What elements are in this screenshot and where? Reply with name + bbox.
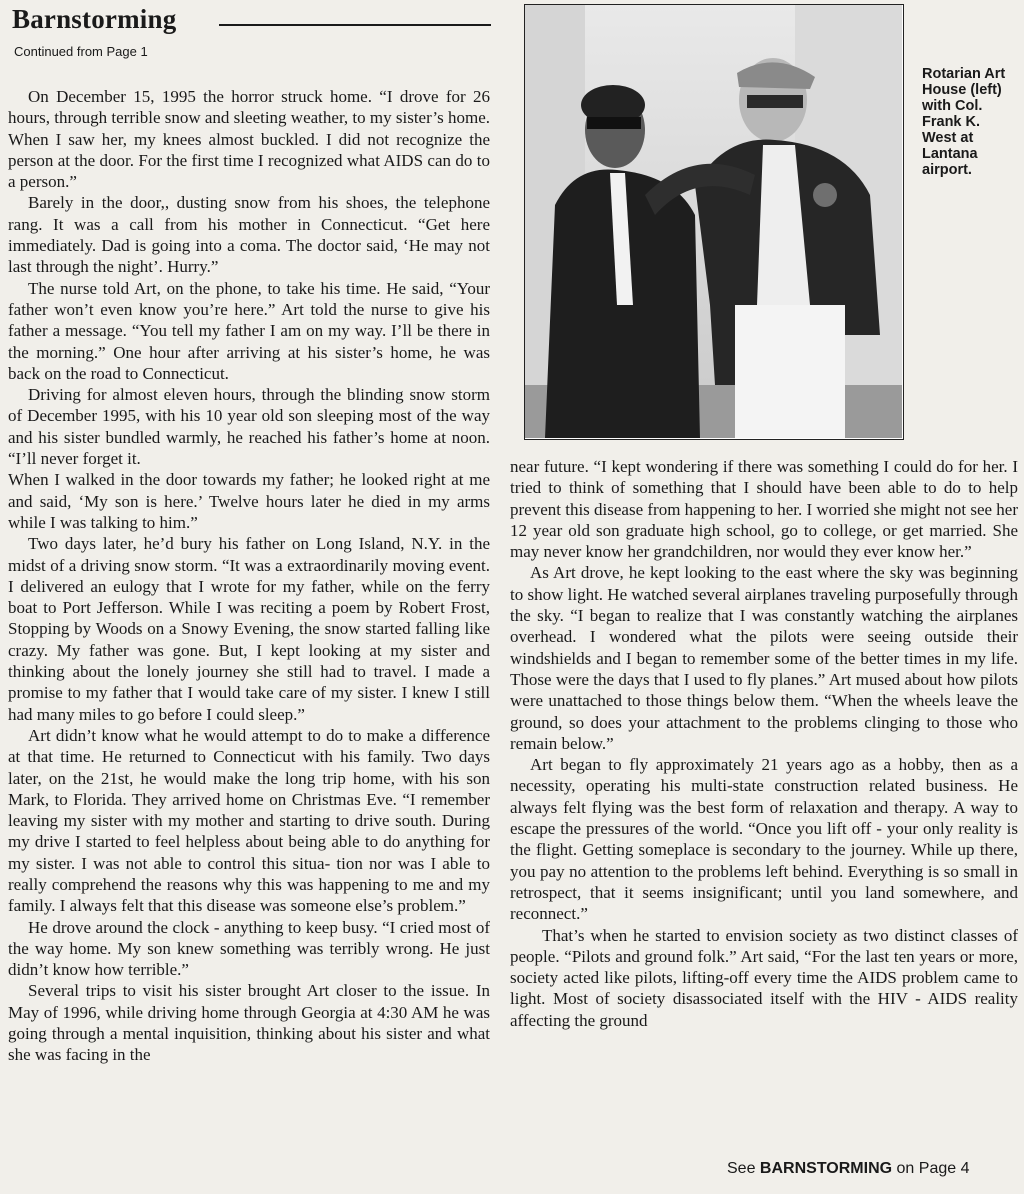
paragraph: The nurse told Art, on the phone, to take his time. He said, “Your father won’t even know you’re here.” Art told the nurse to give his father a message. “You tell my father I am on my way. I’ll be there in the morning.” One hour after arriving at his sister’s home, he was back on the road to Connecticut. (8, 278, 490, 383)
paragraph: Two days later, he’d bury his father on Long Island, N.Y. in the midst of a driving snow storm. “It was a extraordinarily moving event. I delivered an eulogy that I wrote for my father, while on the ferry boat to Port Jefferson. While I was reciting a poem by Robert Frost, Stopping by Woods on a Snowy Evening, the snow started falling like crazy. My father was gone. But, I kept looking at my sister and thinking about the lonely journey she still had to travel. I made a promise to my father that I would take care of my sister. I knew I still had many miles to go before I could sleep.” (8, 534, 490, 724)
paragraph: Art didn’t know what he would attempt to do to make a difference at that time. He returned to Connecticut with his family. Two days later, on the 21st, he would make the long trip home, with his son Mark, to Florida. They arrived home on Christmas Eve. “I remember leaving my sister with my mother and starting to drive south. During my drive I started to feel helpless about being able to do anything for my sister. I was not able to control this situa- tion nor was I able to really comprehend the reasons why this was happening to me and my family. I always felt that this disease was someone else’s problem.” (8, 725, 490, 916)
paragraph: As Art drove, he kept looking to the east where the sky was beginning to show light. He watched several airplanes traveling purposefully through the sky. “I began to realize that I was constantly watching the airplanes overhead. I wondered what the pilots were seeing outside their windshields and I began to remember some of the better times in my life. Those were the days that I used to fly planes.” Art mused about how pilots were unattached to those things below them. “When the wheels leave the ground, so does your attachment to the problems clinging to those who remain below.” (510, 563, 1018, 753)
left-column (8, 86, 490, 1194)
title-rule (219, 24, 491, 26)
paragraph: He drove around the clock - anything to keep busy. “I cried most of the way home. My son knew something was terribly wrong. He just didn’t know how terrible.” (8, 917, 490, 980)
article-photo (524, 4, 904, 440)
paragraph: Barely in the door,, dusting snow from his shoes, the telephone rang. It was a call from his mother in Connecticut. “Get here immediately. Dad is going into a coma. The doctor said, ‘He may not last through the night’. Hurry.” (8, 193, 490, 277)
photo-image (525, 5, 902, 438)
article-title: Barnstorming (12, 4, 177, 34)
paragraph: near future. “I kept wondering if there was something I could do for her. I tried to think of something that I should have been able to do to help prevent this disease from happening to her. I worried she might not see her 12 year old son graduate high school, go to college, or get married. She may never know her grandchildren, nor would they ever know her.” (510, 457, 1018, 562)
paragraph: Driving for almost eleven hours, through the blinding snow storm of December 1995, with his 10 year old son sleeping most of the way and his sister bundled warmly, he reached his father’s home at noon. “I’ll never forget it. (8, 385, 490, 469)
continued-on-note (727, 1160, 969, 1178)
paragraph: That’s when he started to envision society as two distinct classes of people. “Pilots and ground folk.” Art said, “For the last ten years or more, society acted like pilots, lifting-off every time the AIDS problem came to light. Most of society disassociated itself with the HIV - AIDS reality affecting the ground (510, 925, 1018, 1030)
continued-prefix: See (727, 1160, 756, 1177)
paragraph: Several trips to visit his sister brought Art closer to the issue. In May of 1996, while driving home through Georgia at 4:30 AM he was going through a mental inquisition, thinking about his sister and what she was facing in the (8, 981, 490, 1065)
continued-suffix: on Page 4 (896, 1160, 970, 1177)
paragraph: On December 15, 1995 the horror struck home. “I drove for 26 hours, through terrible snow and sleeting weather, to my sister’s home. When I saw her, my knees almost buckled. I did not recognize the person at the door. For the first time I recognized what AIDS can do to a person.” (8, 87, 490, 192)
paragraph: When I walked in the door towards my father; he looked right at me and said, ‘My son is here.’ Twelve hours later he died in my arms while I was talking to him.” (8, 470, 490, 532)
paragraph: Art began to fly approximately 21 years ago as a hobby, then as a necessity, operating his multi-state construction related business. He always felt flying was the best form of relaxation and therapy. A way to escape the pressures of the world. “Once you lift off - your only reality is the flight. Getting someplace is secondary to the journey. While up there, you pay no attention to the problems left behind. Everything is so small in retrospect, that it seems insignificant; until you land somewhere, and reconnect.” (510, 755, 1018, 924)
continued-keyword: BARNSTORMING (759, 1160, 893, 1177)
right-column (510, 456, 1018, 1170)
continued-from-note: Continued from Page 1 (14, 44, 148, 59)
photo-caption: Rotarian Art House (left) with Col. Frank K. West at Lantana airport. (922, 66, 1006, 178)
headline-row (12, 4, 490, 38)
